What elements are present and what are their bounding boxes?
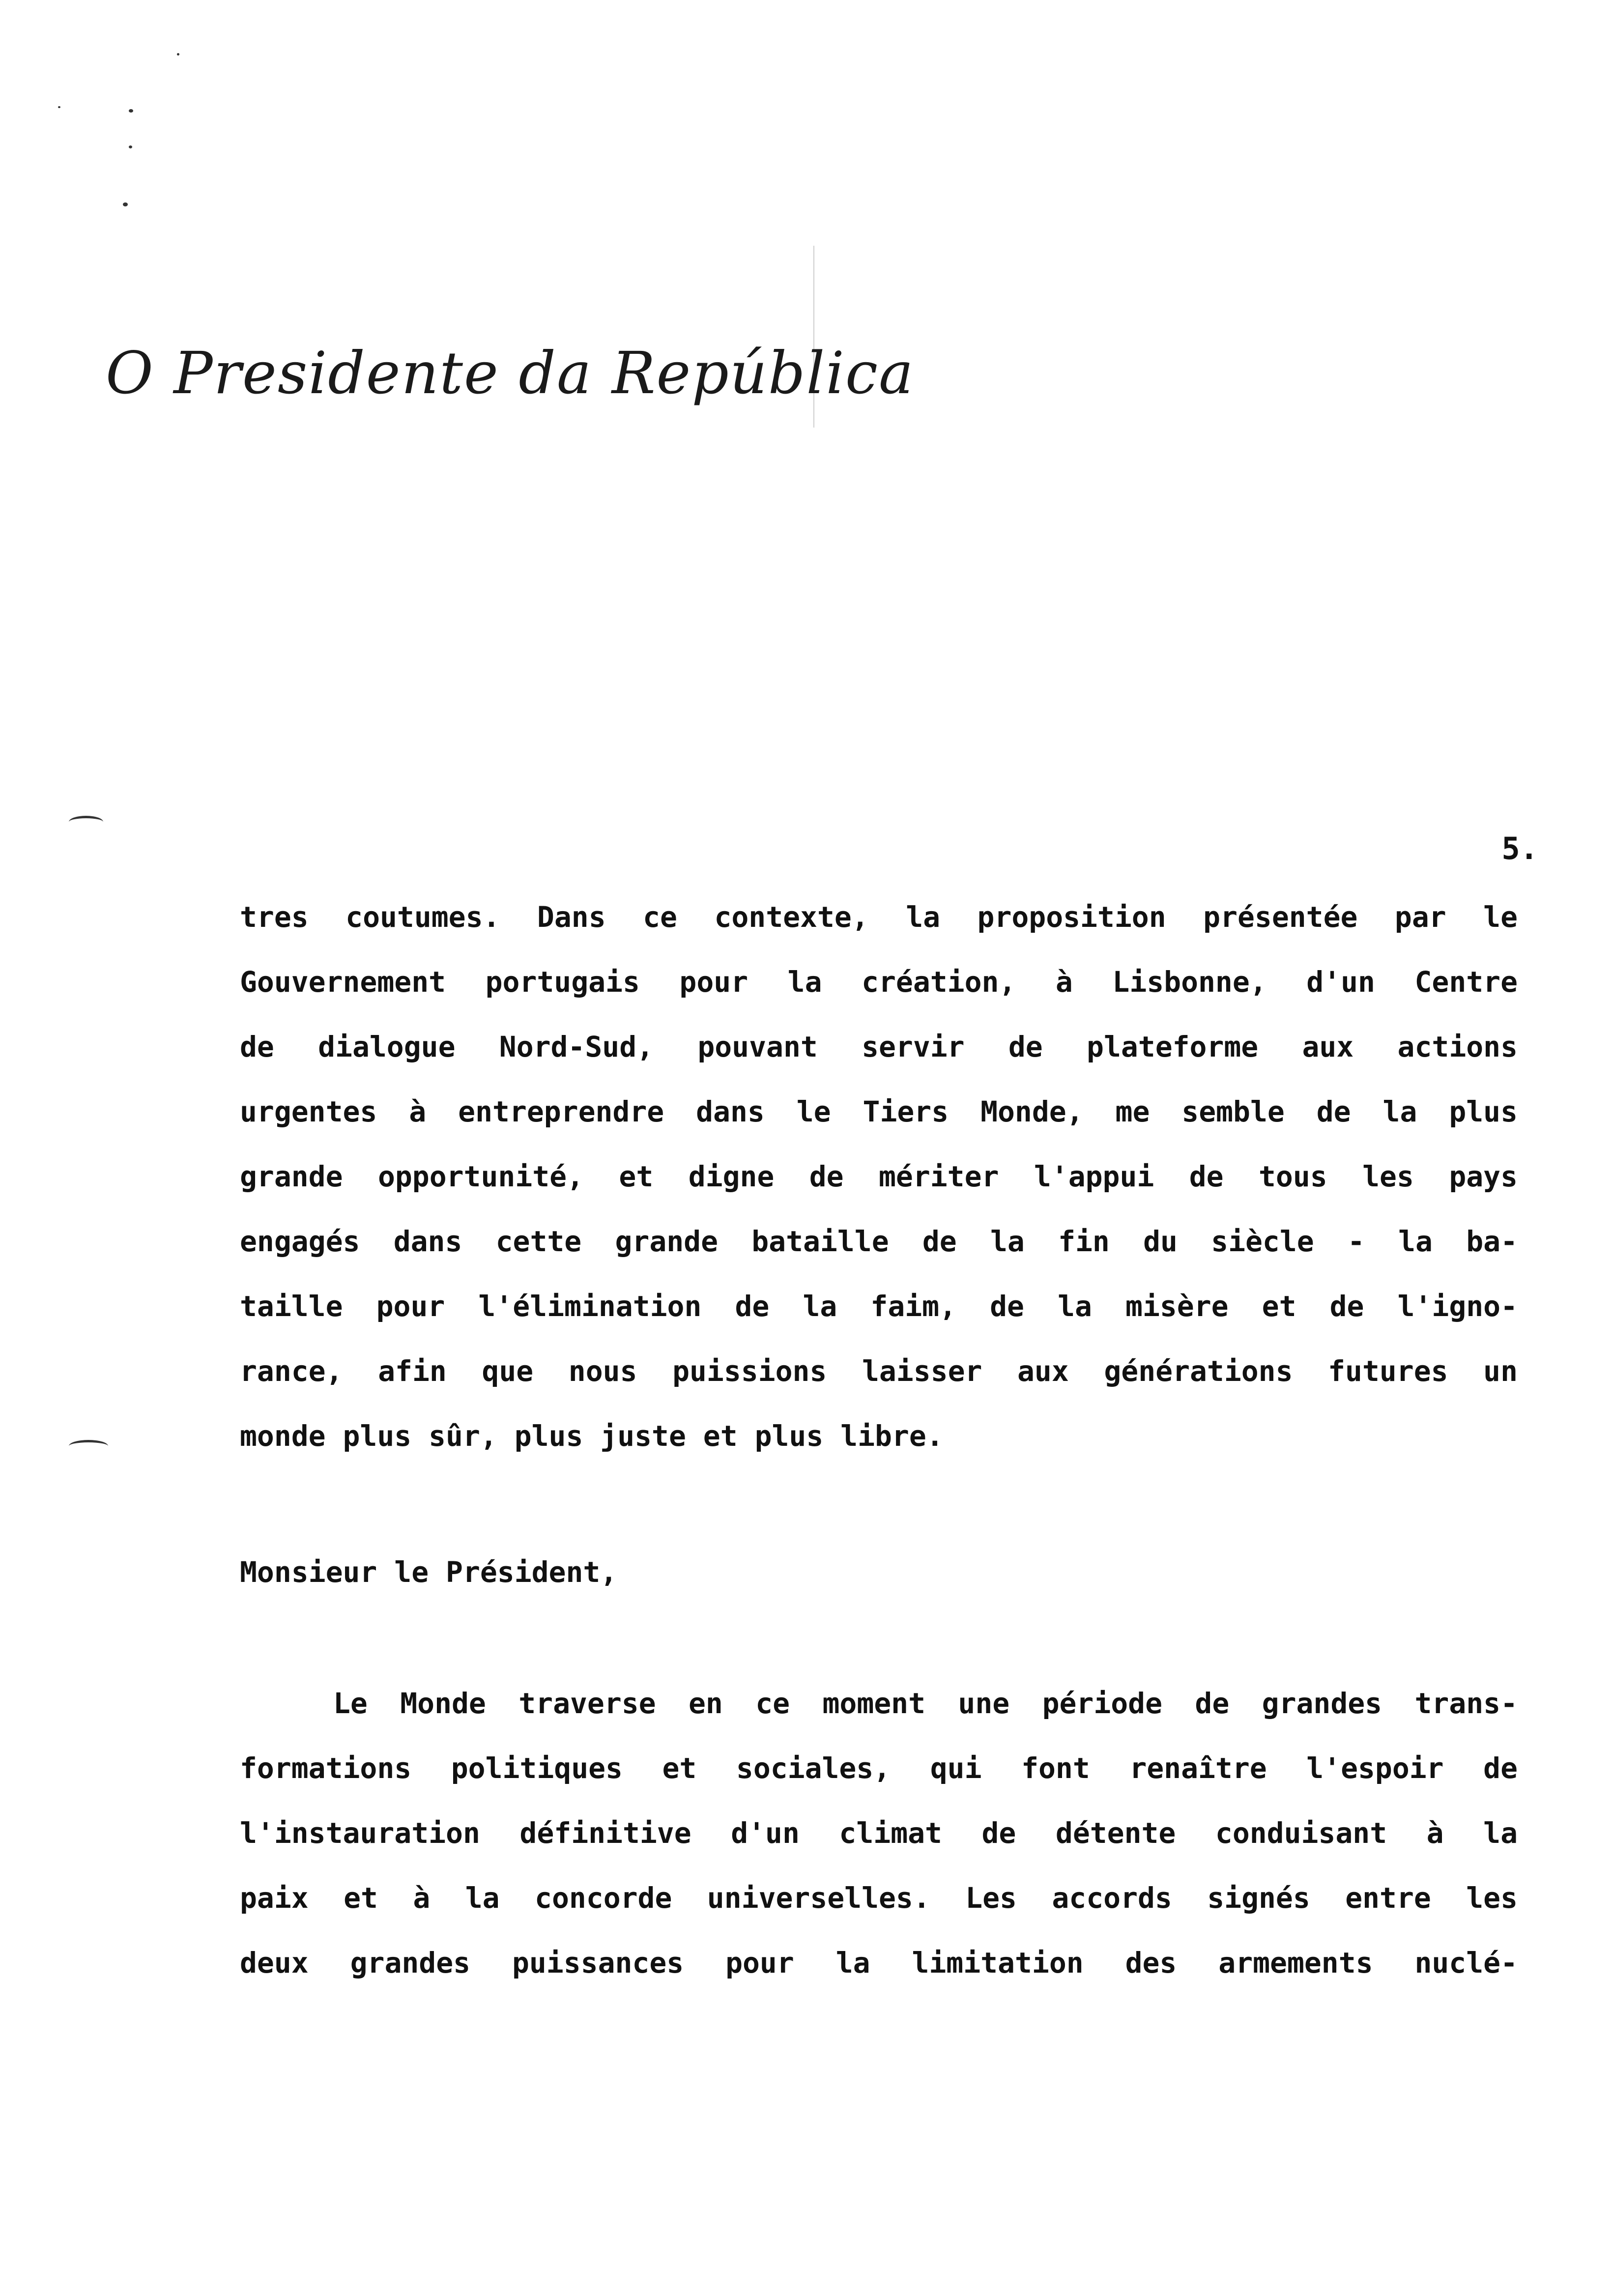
margin-mark — [69, 816, 103, 828]
text-line: paix et à la concorde universelles. Les accords signés entre les — [240, 1881, 1518, 1915]
text-line: l'instauration définitive d'un climat de détente conduisant à la — [240, 1816, 1518, 1850]
text-line: Gouvernement portugais pour la création, à Lisbonne, d'un Centre — [240, 965, 1518, 999]
text-line: formations politiques et sociales, qui font renaître l'espoir de — [240, 1751, 1518, 1785]
text-line: monde plus sûr, plus juste et plus libre. — [240, 1419, 944, 1453]
scan-speck — [58, 106, 60, 108]
letterhead-title: O Presidente da República — [106, 339, 915, 407]
text-line: grande opportunité, et digne de mériter l'appui de tous les pays — [240, 1160, 1518, 1193]
scan-speck — [129, 109, 133, 113]
text-line: Le Monde traverse en ce moment une période de grandes trans- — [333, 1687, 1518, 1720]
text-line: deux grandes puissances pour la limitation des armements nuclé- — [240, 1946, 1518, 1980]
scan-speck — [129, 145, 132, 148]
margin-mark — [69, 1440, 108, 1452]
text-line: urgentes à entreprendre dans le Tiers Monde, me semble de la plus — [240, 1095, 1518, 1128]
page-number: 5. — [1501, 831, 1538, 866]
scan-speck — [177, 53, 179, 56]
text-line: de dialogue Nord-Sud, pouvant servir de plateforme aux actions — [240, 1030, 1518, 1063]
text-line: rance, afin que nous puissions laisser aux générations futures un — [240, 1354, 1518, 1388]
text-line: taille pour l'élimination de la faim, de la misère et de l'igno- — [240, 1290, 1518, 1323]
text-line: engagés dans cette grande bataille de la fin du siècle - la ba- — [240, 1225, 1518, 1258]
paragraph-2 — [240, 1671, 1518, 1995]
scan-speck — [123, 202, 128, 206]
salutation: Monsieur le Président, — [240, 1555, 618, 1589]
text-line: tres coutumes. Dans ce contexte, la proposition présentée par le — [240, 900, 1518, 934]
paragraph-1 — [240, 885, 1518, 1468]
